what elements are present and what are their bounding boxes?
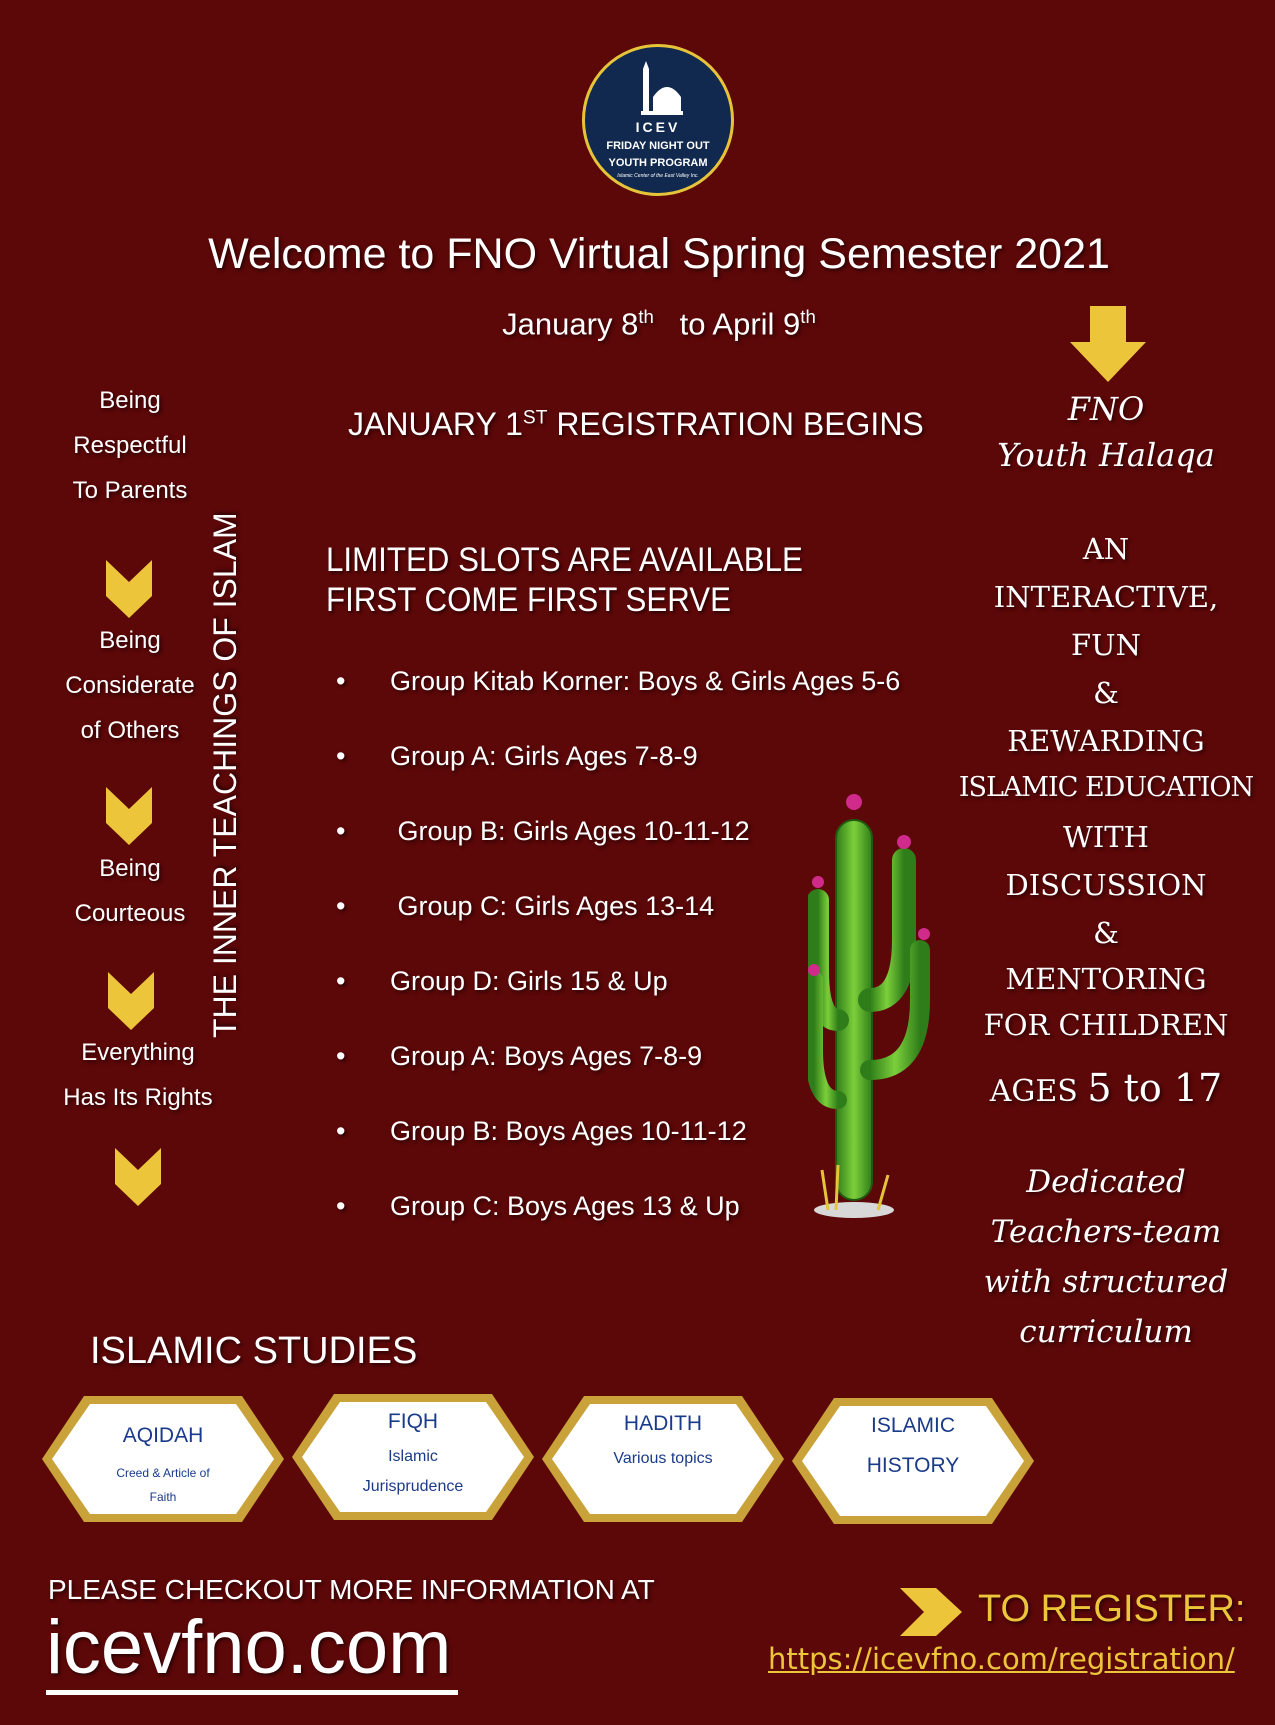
description-line: FUN [1071,628,1141,662]
checkout-info-label: PLEASE CHECKOUT MORE INFORMATION AT [48,1574,655,1605]
website-link[interactable]: icevfno.com [46,1606,458,1695]
chevron-down-icon [106,560,152,620]
inner-teachings-vertical-title: THE INNER TEACHINGS OF ISLAM [207,512,243,1038]
bullet: • [336,666,346,696]
icev-logo [582,44,734,196]
limited-slots-notice [326,540,803,620]
bullet: • [336,891,346,921]
teaching-line: Everything [81,1039,195,1066]
teaching-item [30,378,230,513]
bullet: • [336,1116,346,1146]
fno-heading: FNO [1067,390,1145,428]
list-item [336,1041,702,1072]
registration-link[interactable]: https://icevfno.com/registration/ [768,1642,1235,1676]
bullet: • [336,966,346,996]
group-label: Group B: Boys Ages 10-11-12 [390,1116,747,1146]
teaching-line: Courteous [74,900,186,927]
registration-label: REGISTRATION BEGINS [547,406,924,442]
ages-prefix: AGES [989,1074,1088,1109]
date-start-suffix: th [638,306,654,327]
dedicated-line: Teachers-team [990,1214,1222,1250]
description-line: DISCUSSION [1005,868,1207,902]
description-line: REWARDING [1007,724,1205,758]
hex-title: FIQH [387,1410,439,1433]
logo-acronym: ICEV [635,119,681,135]
registration-date: JANUARY 1 [348,406,523,442]
down-arrow-icon [1070,306,1146,382]
bullet: • [336,741,346,771]
limited-line-1: LIMITED SLOTS ARE AVAILABLE [326,541,803,579]
ages-range: 5 to 17 [1087,1066,1223,1110]
dedicated-line: curriculum [1019,1314,1193,1350]
hex-sub: HISTORY [866,1454,960,1477]
teaching-item [30,618,230,753]
hex-sub: Jurisprudence [362,1478,464,1495]
list-item [336,666,900,697]
dedicated-line: Dedicated [1026,1164,1186,1200]
description-line: AN [1082,532,1130,566]
description-line: & [1093,676,1119,710]
teaching-line: Considerate [65,672,195,699]
description-line: WITH [1063,820,1149,854]
islamic-studies-heading: ISLAMIC STUDIES [90,1330,418,1372]
mosque-icon [633,61,689,119]
chevron-down-icon [106,787,152,847]
description-line: MENTORING [1005,962,1207,996]
hex-sub: Faith [149,1490,177,1504]
hex-sub: Islamic [388,1448,438,1465]
hex-sub: Creed & Article of [116,1466,210,1480]
logo-org-name: Islamic Center of the East Valley Inc. [617,173,699,179]
hex-title: HADITH [623,1412,703,1435]
dedicated-line: with structured [983,1264,1229,1300]
group-label: Group C: Boys Ages 13 & Up [390,1191,740,1221]
youth-halaqa-heading: Youth Halaqa [997,436,1215,474]
registration-date-suffix: ST [522,407,548,429]
teaching-line: Has Its Rights [63,1084,213,1111]
list-item [336,1191,740,1222]
registration-begins [348,406,924,443]
list-item [336,1116,747,1147]
teaching-item [30,846,230,936]
list-item [336,966,668,997]
chevron-down-icon [115,1148,161,1208]
group-label: Group B: Girls Ages 10-11-12 [390,816,750,846]
date-start: January 8 [502,306,639,342]
hex-title: ISLAMIC [870,1414,956,1437]
teaching-item [38,1030,238,1120]
hex-sub: Various topics [613,1450,713,1467]
description-line: INTERACTIVE, [993,580,1219,614]
hex-title: AQIDAH [122,1424,204,1447]
description-line: ISLAMIC EDUCATION [958,772,1254,803]
page-title: Welcome to FNO Virtual Spring Semester 2021 [208,230,1110,278]
bullet: • [336,816,346,846]
date-end: to April 9 [679,306,801,342]
teaching-line: Being [99,855,161,882]
description-line: & [1093,916,1119,950]
limited-line-2: FIRST COME FIRST SERVE [326,581,731,619]
chevron-right-icon [900,1588,962,1636]
group-label: Group A: Boys Ages 7-8-9 [390,1041,703,1071]
bullet: • [336,1041,346,1071]
teaching-line: Respectful [73,432,187,459]
date-end-suffix: th [800,306,816,327]
teaching-line: Being [99,387,161,414]
group-label: Group Kitab Korner: Boys & Girls Ages 5-6 [390,666,901,696]
bullet: • [336,1191,346,1221]
to-register-label: TO REGISTER: [978,1588,1246,1630]
list-item [336,816,750,847]
list-item [336,891,714,922]
list-item [336,741,698,772]
teaching-line: To Parents [72,477,188,504]
cactus-illustration [808,770,948,1230]
ages-line [946,1066,1266,1110]
hexagon-aqidah [38,1392,288,1526]
logo-line-2: YOUTH PROGRAM [608,157,708,169]
teaching-line: Being [99,627,161,654]
group-label: Group C: Girls Ages 13-14 [390,891,715,921]
teaching-line: of Others [80,717,180,744]
group-label: Group D: Girls 15 & Up [390,966,668,996]
group-label: Group A: Girls Ages 7-8-9 [390,741,698,771]
description-line: FOR CHILDREN [983,1008,1229,1042]
logo-line-1: FRIDAY NIGHT OUT [606,140,710,152]
chevron-down-icon [108,972,154,1032]
